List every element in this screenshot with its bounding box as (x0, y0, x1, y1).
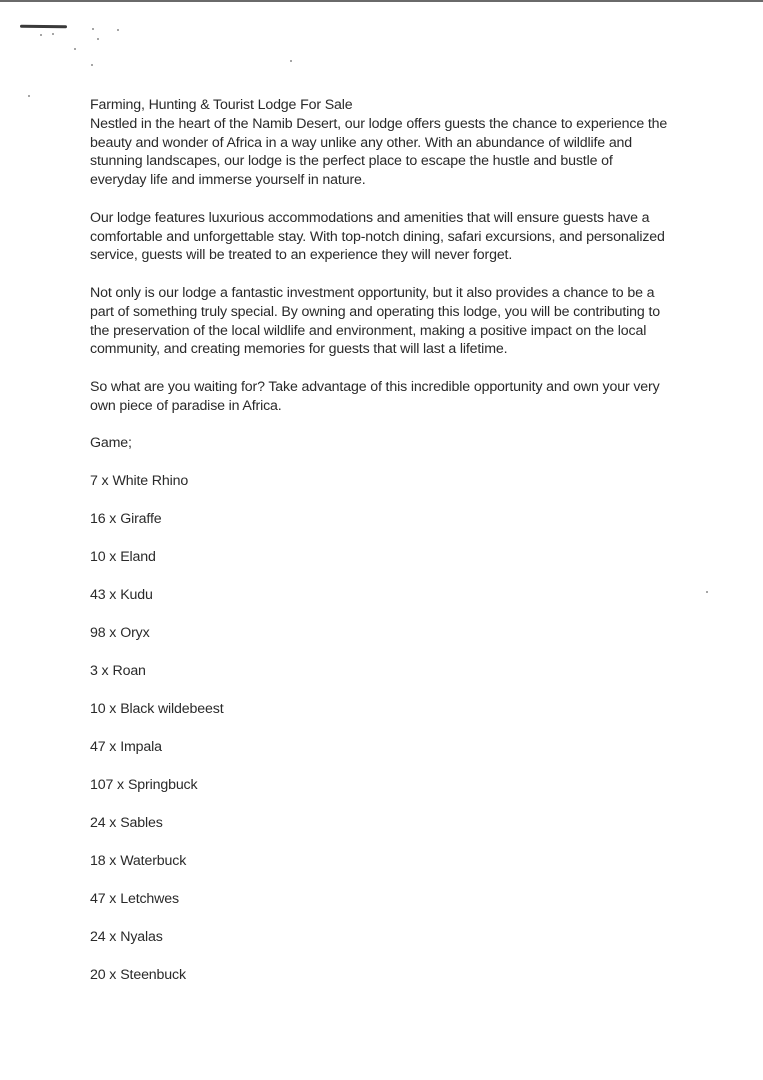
game-animal: Springbuck (127, 777, 198, 794)
game-animal: Eland (120, 549, 156, 566)
game-animal: Letchwes (120, 891, 179, 908)
game-list (90, 472, 670, 985)
game-heading: Game; (90, 435, 132, 452)
scan-artifact-mark (20, 25, 67, 28)
game-count: 10 x (90, 549, 117, 566)
game-animal: Nyalas (120, 929, 163, 946)
game-item (90, 548, 670, 567)
game-item (90, 852, 670, 871)
scan-speck (40, 34, 42, 36)
game-animal: Roan (112, 663, 146, 680)
game-item (90, 472, 670, 491)
game-animal: Steenbuck (120, 967, 186, 984)
game-animal: Giraffe (120, 511, 162, 528)
game-count: 24 x (90, 815, 117, 832)
scan-speck (97, 38, 99, 40)
paragraph-call-to-action: So what are you waiting for? Take advantage of this incredible opportunity and own your very own piece of paradise in Africa. (90, 378, 660, 414)
game-animal: Oryx (120, 625, 150, 642)
game-item (90, 776, 670, 795)
game-count: 16 x (90, 511, 117, 528)
game-animal: Black wildebeest (120, 701, 224, 718)
game-animal: Sables (120, 815, 163, 832)
game-item (90, 700, 670, 719)
scan-speck (52, 33, 54, 35)
game-count: 107 x (90, 777, 124, 794)
game-item (90, 738, 670, 757)
scan-speck (91, 64, 93, 66)
scan-speck (28, 95, 30, 97)
paragraph-intro: Nestled in the heart of the Namib Desert, our lodge offers guests the chance to experience the beauty and wonder of Africa in a way unlike any other. With an abundance of wildlife and stunning landscapes, our lodge is the perfect place to escape the hustle and bustle of everyday life and immerse yourself in nature. (90, 115, 668, 189)
scan-speck (117, 29, 119, 31)
game-item (90, 586, 670, 605)
game-count: 47 x (90, 891, 117, 908)
game-item (90, 510, 670, 529)
game-count: 3 x (90, 663, 109, 680)
scan-speck (74, 48, 76, 50)
game-count: 24 x (90, 929, 117, 946)
game-animal: Kudu (120, 587, 153, 604)
game-count: 98 x (90, 625, 117, 642)
game-count: 7 x (90, 473, 109, 490)
game-animal: White Rhino (112, 473, 189, 490)
paragraph-accommodations: Our lodge features luxurious accommodations and amenities that will ensure guests have a comfortable and unforgettable stay. With top-notch dining, safari excursions, and personalized service, guests will be treated to an experience they will never forget. (90, 209, 665, 264)
game-item (90, 966, 670, 985)
game-item (90, 928, 670, 947)
game-animal: Waterbuck (120, 853, 187, 870)
scan-speck (290, 60, 292, 62)
scan-speck (92, 28, 94, 30)
game-item (90, 890, 670, 909)
game-count: 10 x (90, 701, 117, 718)
document-title: Farming, Hunting & Tourist Lodge For Sale (90, 97, 353, 113)
scan-edge (0, 0, 763, 2)
game-count: 47 x (90, 739, 117, 756)
document-page (90, 96, 670, 1004)
game-item (90, 814, 670, 833)
game-count: 18 x (90, 853, 117, 870)
game-item (90, 662, 670, 681)
scan-speck (706, 591, 708, 593)
game-count: 43 x (90, 587, 117, 604)
game-count: 20 x (90, 967, 117, 984)
paragraph-investment: Not only is our lodge a fantastic investment opportunity, but it also provides a chance to be a part of something truly special. By owning and operating this lodge, you will be contributing to the preservation of the local wildlife and environment, making a positive impact on the local community, and creating memories for guests that will last a lifetime. (90, 284, 660, 358)
game-item (90, 624, 670, 643)
game-animal: Impala (120, 739, 162, 756)
